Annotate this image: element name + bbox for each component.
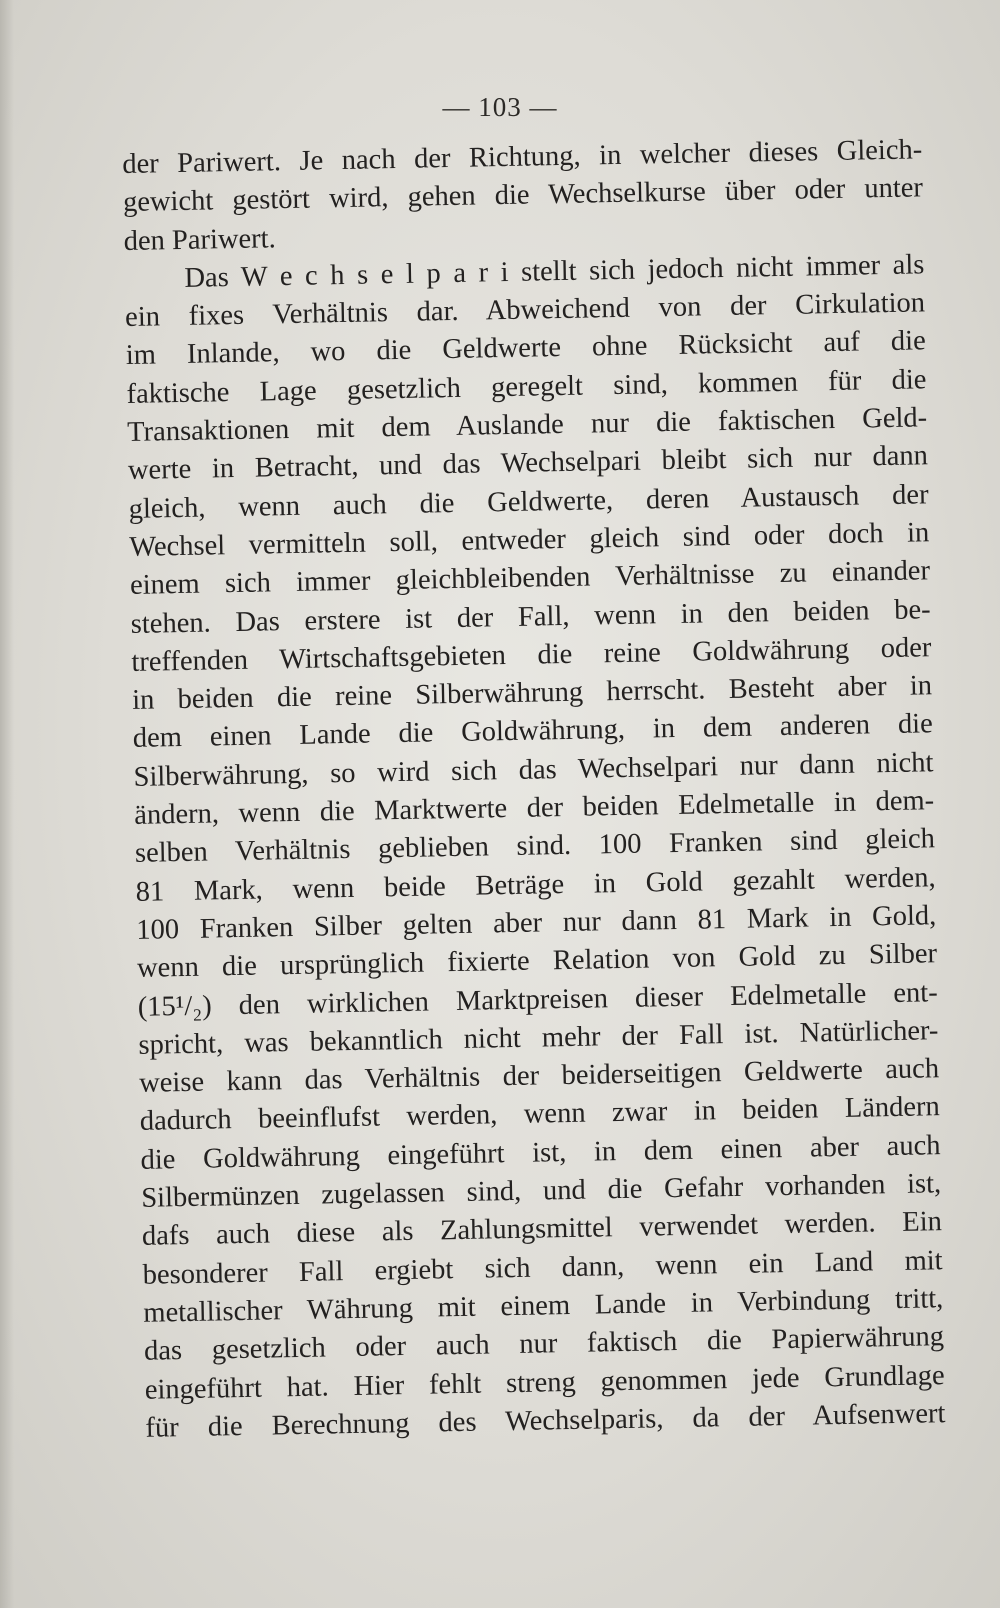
text-line: weise kann das Verhältnis der beiderseitigen Geldwerte auch — [138, 1053, 940, 1099]
text-line: das gesetzlich oder auch nur faktisch die Papierwährung — [143, 1321, 945, 1367]
text-line: besonderer Fall ergiebt sich dann, wenn ein Land mit — [142, 1244, 943, 1291]
text-line: Das W e c h s e l p a r i stellt sich jedoch nicht immer als — [184, 249, 925, 294]
text-line: selben Verhältnis geblieben sind. 100 Franken sind gleich — [134, 823, 936, 870]
text-line: den Pariwert. — [123, 222, 276, 257]
text-line: dem einen Lande die Goldwährung, in dem anderen die — [132, 708, 934, 755]
body-text — [122, 131, 946, 1448]
text-line: werte in Betracht, und das Wechselpari bleibt sich nur dann — [127, 440, 929, 487]
text-line: stehen. Das erstere ist der Fall, wenn in den beiden be- — [130, 593, 931, 640]
text-line: im Inlande, wo die Geldwerte ohne Rücksicht auf die — [125, 325, 926, 372]
text-line: der Pariwert. Je nach der Richtung, in welcher dieses Gleich- — [122, 134, 923, 180]
text-line: Transaktionen mit dem Auslande nur die faktischen Geld- — [126, 402, 928, 449]
text-line: dafs auch diese als Zahlungsmittel verwendet werden. Ein — [141, 1206, 943, 1253]
text-line: treffenden Wirtschaftsgebieten die reine Goldwährung oder — [131, 632, 932, 678]
text-line: metallischer Währung mit einem Lande in Verbindung tritt, — [143, 1283, 944, 1329]
text-line: Wechsel vermitteln soll, entweder gleich sind oder doch in — [129, 517, 930, 563]
text-line: Silbermünzen zugelassen sind, und die Gefahr vorhanden ist, — [141, 1168, 942, 1214]
text-line: 100 Franken Silber gelten aber nur dann 81 Mark in Gold, — [136, 900, 937, 946]
text-line: wenn die ursprünglich fixierte Relation von Gold zu Silber — [136, 938, 938, 985]
text-line: dadurch beeinflufst werden, wenn zwar in beiden Ländern — [139, 1091, 941, 1138]
text-line: 81 Mark, wenn beide Beträge in Gold gezahlt werden, — [135, 861, 936, 908]
text-line: einem sich immer gleichbleibenden Verhältnisse zu einander — [129, 555, 931, 602]
text-line: die Goldwährung eingeführt ist, in dem einen aber auch — [140, 1129, 941, 1176]
page-number: — 103 — — [442, 92, 558, 122]
text-line: (15¹/₂) den wirklichen Marktpreisen dieser Edelmetalle ent- — [137, 976, 938, 1023]
text-line: für die Berechnung des Wechselparis, da der Aufsenwert — [145, 1397, 946, 1444]
text-line: Silberwährung, so wird sich das Wechselpari nur dann nicht — [133, 746, 934, 793]
text-line: faktische Lage gesetzlich geregelt sind, kommen für die — [126, 364, 927, 410]
text-line: spricht, was bekanntlich nicht mehr der Fall ist. Natürlicher- — [138, 1015, 939, 1061]
text-line: ändern, wenn die Marktwerte der beiden Edelmetalle in dem- — [133, 785, 935, 831]
text-line: eingeführt hat. Hier fehlt streng genommen jede Grundlage — [144, 1359, 945, 1406]
text-line: in beiden die reine Silberwährung herrscht. Besteht aber in — [131, 670, 933, 717]
text-line: gleich, wenn auch die Geldwerte, deren Austausch der — [128, 478, 929, 525]
text-line: gewicht gestört wird, gehen die Wechselkurse über oder unter — [122, 172, 924, 219]
text-line: ein fixes Verhältnis dar. Abweichend von der Cirkulation — [124, 287, 926, 334]
